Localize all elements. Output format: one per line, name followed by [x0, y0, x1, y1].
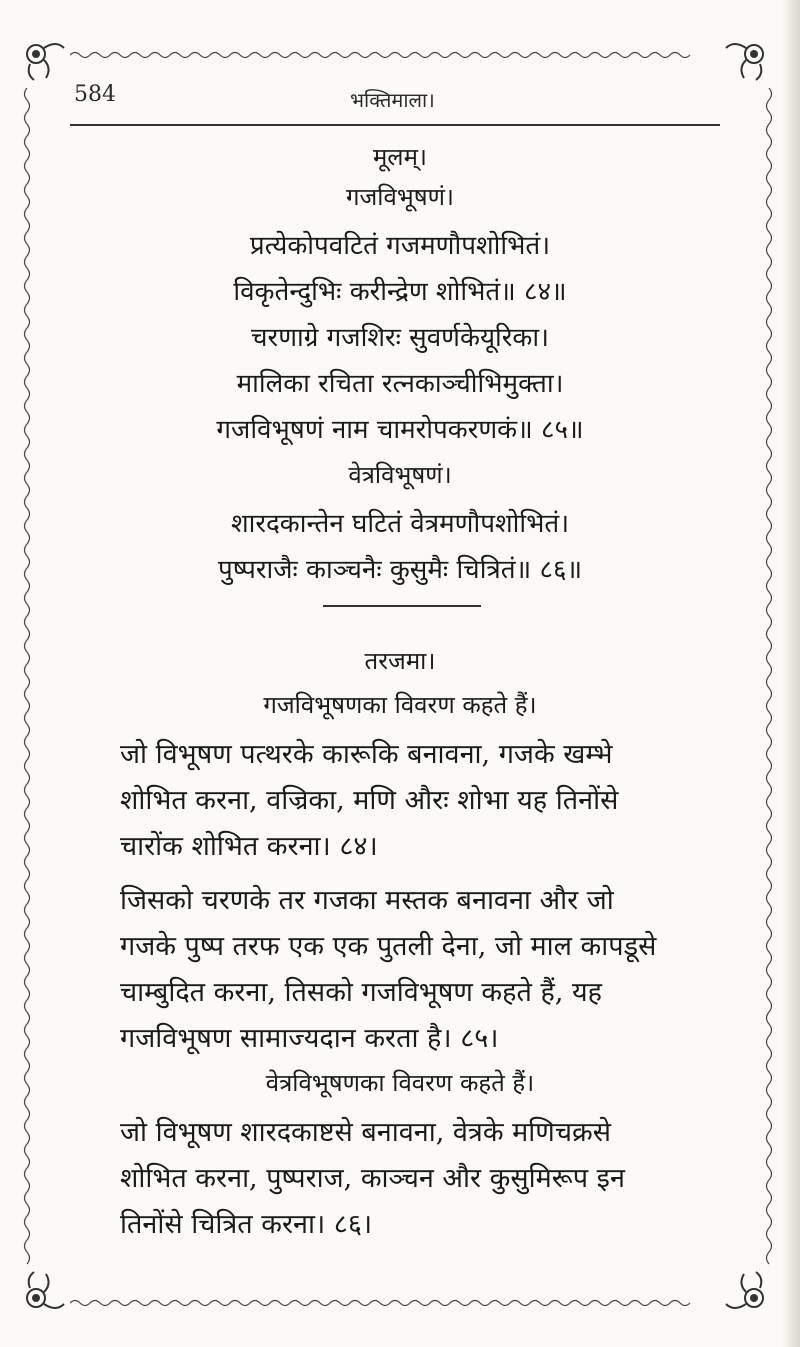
page-number: 584 [74, 82, 116, 107]
commentary-heading: तरजमा। [364, 647, 436, 675]
paragraph-line: जिसको चरणके तर गजका मस्तक बनावना और जो [120, 885, 614, 916]
top-wavy-border [70, 50, 695, 60]
paragraph-line: चाम्बुदित करना, तिसको गजविभूषण कहते हैं, यह [120, 977, 602, 1008]
paragraph-line: गजविभूषण सामाज्यदान करता है। ८५। [120, 1023, 499, 1054]
paragraph-line: जो विभूषण शारदकाष्टसे बनावना, वेत्रके मणिचक्रसे [120, 1117, 611, 1148]
paragraph-line: शोभित करना, पुष्पराज, काञ्चन और कुसुमिरूप इन [120, 1163, 625, 1194]
verse-line: पुष्पराजैः काञ्चनैः कुसुमैः चित्रितं॥ ८६॥ [217, 555, 583, 585]
section-heading: मूलम्। [372, 143, 428, 171]
paragraph-line: गजके पुष्प तरफ एक एक पुतली देना, जो माल कापडूसे [120, 931, 657, 962]
verse-line: शारदकान्तेन घटितं वेत्रमणौपशोभितं। [230, 509, 570, 539]
running-title: भक्तिमाला। [350, 88, 435, 112]
paragraph-line: जो विभूषण पत्थरके कारूकि बनावना, गजके खम्भे [120, 739, 613, 770]
bottom-wavy-border [70, 1298, 695, 1308]
paragraph-line: शोभित करना, वज्रिका, मणि औरः शोभा यह तिनोंसे [120, 785, 619, 816]
corner-ornament-icon [722, 1268, 768, 1314]
verse-line: प्रत्येकोपवटितं गजमणौपशोभितं। [249, 231, 551, 261]
verse-line: चरणाग्रे गजशिरः सुवर्णकेयूरिका। [251, 323, 549, 353]
subheading: वेत्रविभूषणं। [348, 461, 452, 489]
corner-ornament-icon [22, 1268, 68, 1314]
subheading: गजविभूषणं। [345, 183, 455, 211]
subheading: वेत्रविभूषणका विवरण कहते हैं। [265, 1069, 535, 1097]
corner-ornament-icon [722, 38, 768, 84]
section-divider [323, 605, 481, 607]
verse-line: मालिका रचिता रत्नकाञ्चीभिमुक्ता। [236, 369, 564, 399]
header-rule [70, 124, 720, 126]
verse-line: विकृतेन्दुभिः करीन्द्रेण शोभितं॥ ८४॥ [233, 277, 567, 307]
verse-line: गजविभूषणं नाम चामरोपकरणकं॥ ८५॥ [216, 415, 584, 445]
paragraph-line: तिनोंसे चित्रित करना। ८६। [120, 1209, 373, 1240]
subheading: गजविभूषणका विवरण कहते हैं। [263, 691, 537, 719]
corner-ornament-icon [22, 38, 68, 84]
paragraph-line: चारोंक शोभित करना। ८४। [120, 831, 378, 862]
